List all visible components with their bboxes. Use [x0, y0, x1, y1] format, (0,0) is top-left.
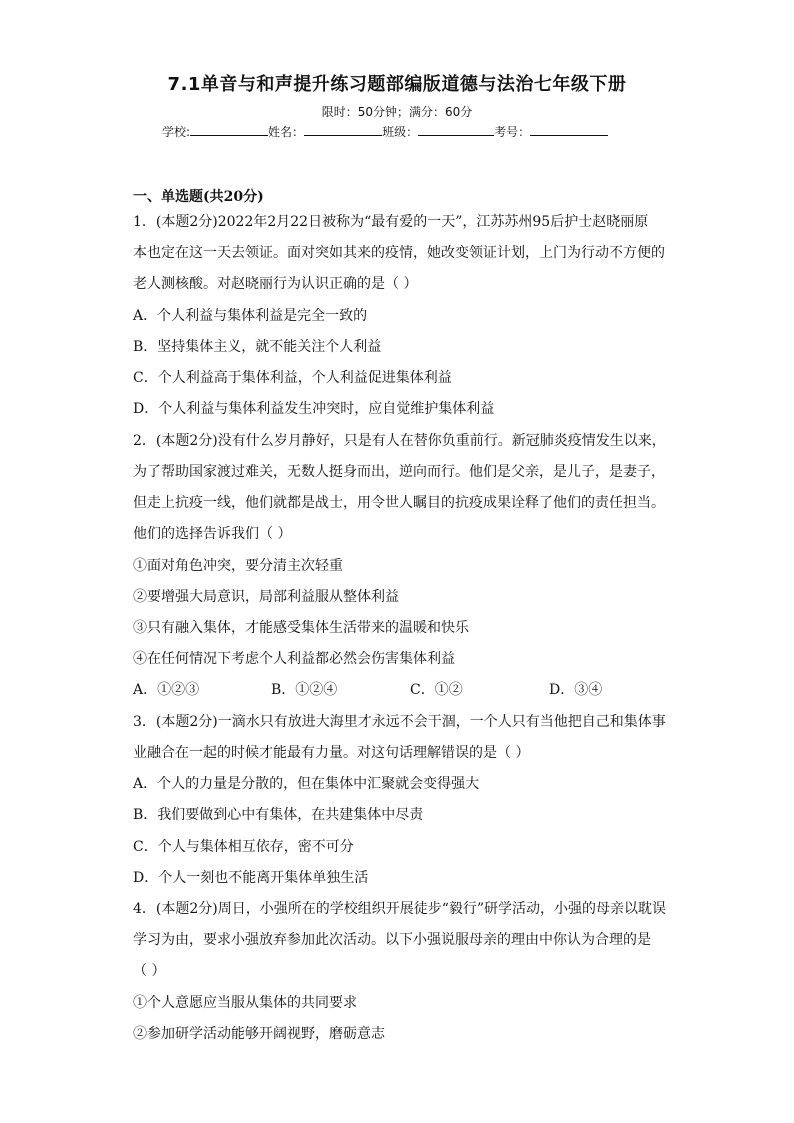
exam-no-label: 考号：: [494, 125, 531, 139]
question-2-line-3: 但走上抗疫一线，他们就都是战士，用令世人瞩目的抗疫成果诠释了他们的责任担当。: [133, 495, 665, 511]
question-2-line-4: 他们的选择告诉我们（ ）: [133, 526, 292, 542]
question-1-option-b[interactable]: B．坚持集体主义，就不能关注个人利益: [133, 339, 382, 355]
question-2-option-d[interactable]: D．③④: [549, 682, 603, 698]
question-2-option-a[interactable]: A．①②③: [133, 682, 200, 698]
question-1-line-1: 1．(本题2分)2022年2月22日被称为“最有爱的一天”，江苏苏州95后护士赵晓丽原: [133, 214, 649, 230]
question-1-line-2: 本也定在这一天去领证。面对突如其来的疫情，她改变领证计划，上门为行动不方便的: [133, 245, 665, 261]
question-2-option-c[interactable]: C．①②: [410, 682, 463, 698]
name-label: 姓名：: [268, 125, 305, 139]
question-1-option-a[interactable]: A．个人利益与集体利益是完全一致的: [133, 308, 368, 324]
question-2-statement-1: ①面对角色冲突，要分清主次轻重: [133, 558, 343, 574]
question-2-line-2: 为了帮助国家渡过难关，无数人挺身而出，逆向而行。他们是父亲，是儿子，是妻子，: [133, 464, 665, 480]
question-3-line-1: 3．(本题2分)一滴水只有放进大海里才永远不会干涸，一个人只有当他把自己和集体事: [133, 714, 666, 730]
exam-no-blank[interactable]: [530, 123, 608, 136]
question-4-line-3: （ ）: [133, 963, 166, 979]
question-1-option-c[interactable]: C．个人利益高于集体利益，个人利益促进集体利益: [133, 370, 452, 386]
question-4-line-2: 学习为由，要求小强放弃参加此次活动。以下小强说服母亲的理由中你认为合理的是: [133, 932, 651, 948]
time-score-limit: 限时：50分钟；满分：60分: [321, 105, 473, 119]
student-info-row: [162, 123, 662, 140]
section-title: 一、单选题(共20分): [133, 189, 264, 205]
question-4-statement-1: ①个人意愿应当服从集体的共同要求: [133, 995, 357, 1011]
question-2-line-1: 2．(本题2分)没有什么岁月静好，只是有人在替你负重前行。新冠肺炎疫情发生以来，: [133, 433, 666, 449]
question-3-option-c[interactable]: C．个人与集体相互依存，密不可分: [133, 839, 354, 855]
school-label: 学校:: [162, 125, 191, 139]
question-3-option-a[interactable]: A．个人的力量是分散的，但在集体中汇聚就会变得强大: [133, 776, 480, 792]
question-2-statement-2: ②要增强大局意识，局部利益服从整体利益: [133, 589, 399, 605]
question-2-statement-4: ④在任何情况下考虑个人利益都必然会伤害集体利益: [133, 651, 455, 667]
class-label: 班级：: [382, 125, 419, 139]
question-3-option-b[interactable]: B．我们要做到心中有集体，在共建集体中尽责: [133, 807, 424, 823]
question-4-statement-2: ②参加研学活动能够开阔视野，磨砺意志: [133, 1026, 385, 1042]
question-2-statement-3: ③只有融入集体，才能感受集体生活带来的温暖和快乐: [133, 620, 469, 636]
question-1-option-d[interactable]: D．个人利益与集体利益发生冲突时，应自觉维护集体利益: [133, 401, 495, 417]
question-3-line-2: 业融合在一起的时候才能最有力量。对这句话理解错误的是（ ）: [133, 745, 530, 761]
question-4-line-1: 4．(本题2分)周日，小强所在的学校组织开展徒步“毅行”研学活动，小强的母亲以耽误: [133, 901, 667, 917]
class-blank[interactable]: [418, 123, 494, 136]
name-blank[interactable]: [304, 123, 382, 136]
question-3-option-d[interactable]: D．个人一刻也不能离开集体单独生活: [133, 870, 369, 886]
document-title: 7.1单音与和声提升练习题部编版道德与法治七年级下册: [167, 74, 627, 95]
question-2-option-b[interactable]: B．①②④: [271, 682, 338, 698]
question-1-line-3: 老人测核酸。对赵晓丽行为认识正确的是（ ）: [133, 276, 418, 292]
school-blank[interactable]: [190, 123, 268, 136]
